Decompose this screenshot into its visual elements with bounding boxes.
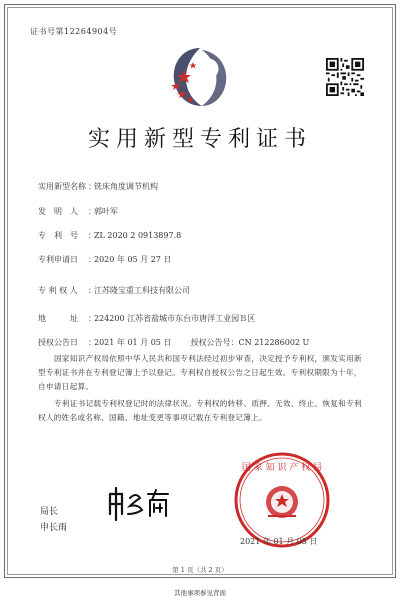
footer-note: 其他事项参见背面 (174, 589, 226, 597)
document-title: 实用新型专利证书 (87, 127, 312, 152)
svg-text:国 家 知 识 产 权 局: 国 家 知 识 产 权 局 (241, 463, 323, 473)
field-label: 授权公告日 (38, 338, 78, 347)
field-label: 专 利 权 人 (38, 286, 78, 295)
signer-name: 申长雨 (40, 523, 68, 533)
field-label: 发 明 人 (38, 207, 78, 216)
body-paragraph-1: 国家知识产权局依照中华人民共和国专利法经过初步审查，决定授予专利权，颁发实用新型专利证书并在专利登记簿上予以登记。专利权自授权公告之日起生效。专利权期限为十年，自申请日起算。 (38, 354, 362, 391)
field-label: 专 利 号 (38, 231, 78, 240)
field-inventor: 发 明 人 ：郭叶军 (38, 207, 118, 216)
field-label: 实用新型名称 (38, 182, 86, 191)
certificate-number: 证书号第12264904号 (30, 27, 118, 36)
field-value: 2020 年 05 月 27 日 (94, 255, 172, 264)
field-value: CN 212286002 U (238, 338, 310, 347)
field-application-date: 专利申请日 ：2020 年 05 月 27 日 (38, 255, 172, 264)
field-label: 专利申请日 (38, 255, 78, 264)
field-address: 地 址 ：224200 江苏省盐城市东台市唐洋工业园Ｂ区 (38, 314, 256, 323)
field-value: 224200 江苏省盐城市东台市唐洋工业园Ｂ区 (94, 314, 256, 323)
field-value: 郭叶军 (94, 207, 118, 216)
page-number: 第 1 页（共 2 页） (172, 566, 228, 574)
qr-code-icon (326, 58, 364, 96)
body-paragraph-2: 专利证书记载专利权登记时的法律状况。专利权的转移、质押、无效、终止、恢复和专利权人的姓名或名称、国籍、地址变更等事项记载在专利登记簿上。 (38, 399, 362, 422)
field-value: 江苏隆宝重工科技有限公司 (94, 286, 190, 295)
signer-title: 局长 (40, 507, 59, 517)
field-patentee: 专 利 权 人 ：江苏隆宝重工科技有限公司 (38, 286, 190, 295)
field-utility-model-name: 实用新型名称 ：铣床角度调节机构 (38, 182, 158, 191)
field-grant-date: 授权公告日 ：2021 年 01 月 05 日 授权公告号：CN 212286002 U (38, 338, 310, 347)
field-patent-number: 专 利 号 ：ZL 2020 2 0913897.8 (38, 231, 182, 240)
field-value: ZL 2020 2 0913897.8 (94, 231, 182, 240)
field-label: 地 址 (38, 314, 78, 323)
field-value: 2021 年 01 月 05 日 (94, 338, 172, 347)
handwritten-signature-icon (104, 484, 174, 524)
field-label: 授权公告号 (190, 338, 231, 347)
cnipa-logo-icon (162, 40, 238, 116)
official-seal-icon (232, 450, 332, 550)
field-value: 铣床角度调节机构 (94, 182, 158, 191)
seal-date: 2021 年 01 月 05 日 (240, 537, 318, 546)
